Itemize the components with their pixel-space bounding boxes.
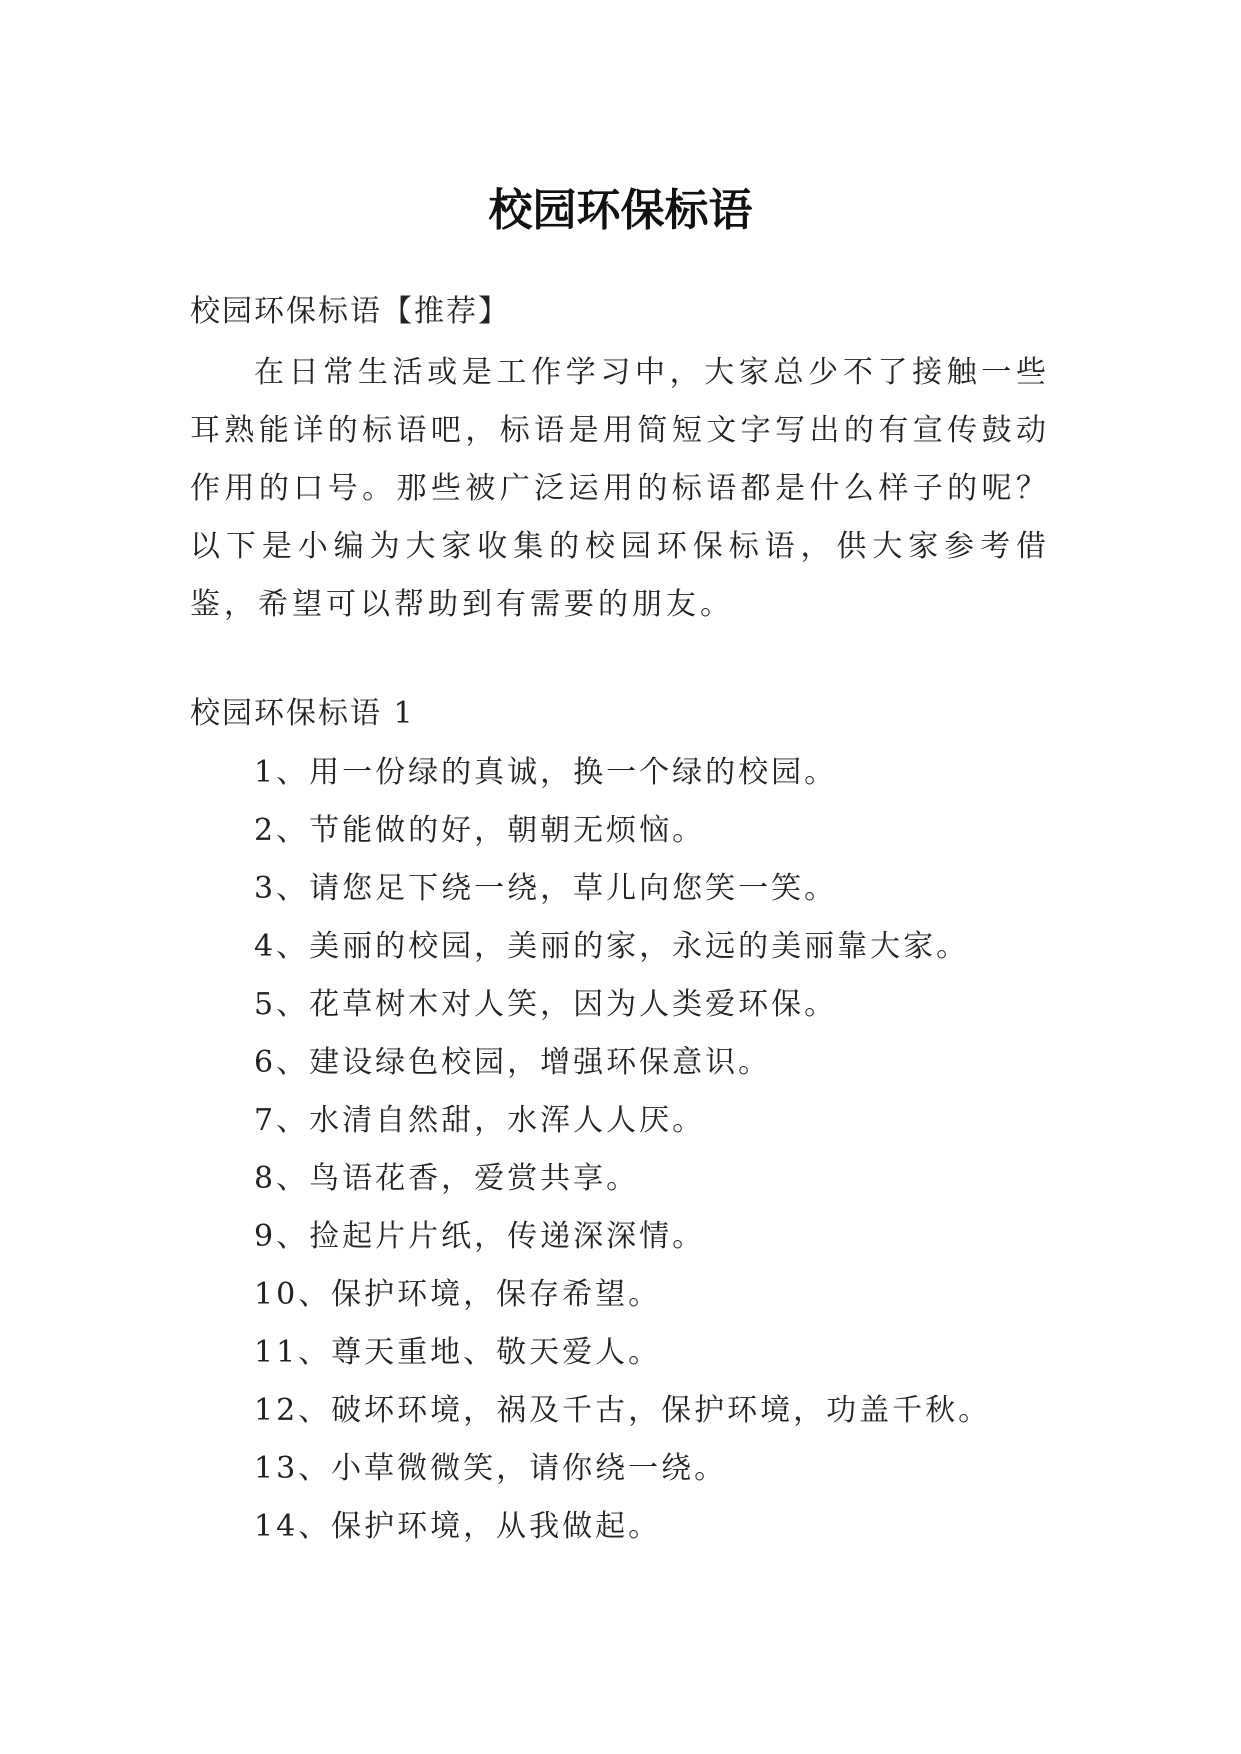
document-title: 校园环保标语 bbox=[488, 185, 753, 237]
slogan-item: 5、花草树木对人笑，因为人类爱环保。 bbox=[254, 987, 838, 1022]
section-heading: 校园环保标语【推荐】 bbox=[190, 294, 510, 329]
document-body bbox=[190, 290, 1050, 1556]
slogan-list bbox=[190, 744, 1050, 1556]
slogan-item: 6、建设绿色校园，增强环保意识。 bbox=[254, 1045, 772, 1080]
slogan-item: 11、尊天重地、敬天爱人。 bbox=[254, 1335, 662, 1370]
intro-paragraph: 在日常生活或是工作学习中，大家总少不了接触一些耳熟能详的标语吧，标语是用简短文字写出的有宣传鼓动作用的口号。那些被广泛运用的标语都是什么样子的呢？以下是小编为大家收集的校园环保标语，供大家参考借鉴，希望可以帮助到有需要的朋友。 bbox=[190, 355, 1050, 622]
list-heading: 校园环保标语 1 bbox=[190, 696, 415, 731]
slogan-item: 2、节能做的好，朝朝无烦恼。 bbox=[254, 813, 706, 848]
slogan-item: 1、用一份绿的真诚，换一个绿的校园。 bbox=[254, 755, 838, 790]
slogan-item: 4、美丽的校园，美丽的家，永远的美丽靠大家。 bbox=[254, 929, 970, 964]
slogan-item: 13、小草微微笑，请你绕一绕。 bbox=[254, 1451, 728, 1486]
slogan-item: 14、保护环境，从我做起。 bbox=[254, 1509, 662, 1544]
slogan-item: 3、请您足下绕一绕，草儿向您笑一笑。 bbox=[254, 871, 838, 906]
slogan-item: 8、鸟语花香，爱赏共享。 bbox=[254, 1161, 640, 1196]
slogan-item: 7、水清自然甜，水浑人人厌。 bbox=[254, 1103, 706, 1138]
slogan-item: 10、保护环境，保存希望。 bbox=[254, 1277, 662, 1312]
slogan-item: 12、破坏环境，祸及千古，保护环境，功盖千秋。 bbox=[254, 1393, 992, 1428]
slogan-item: 9、捡起片片纸，传递深深情。 bbox=[254, 1219, 706, 1254]
